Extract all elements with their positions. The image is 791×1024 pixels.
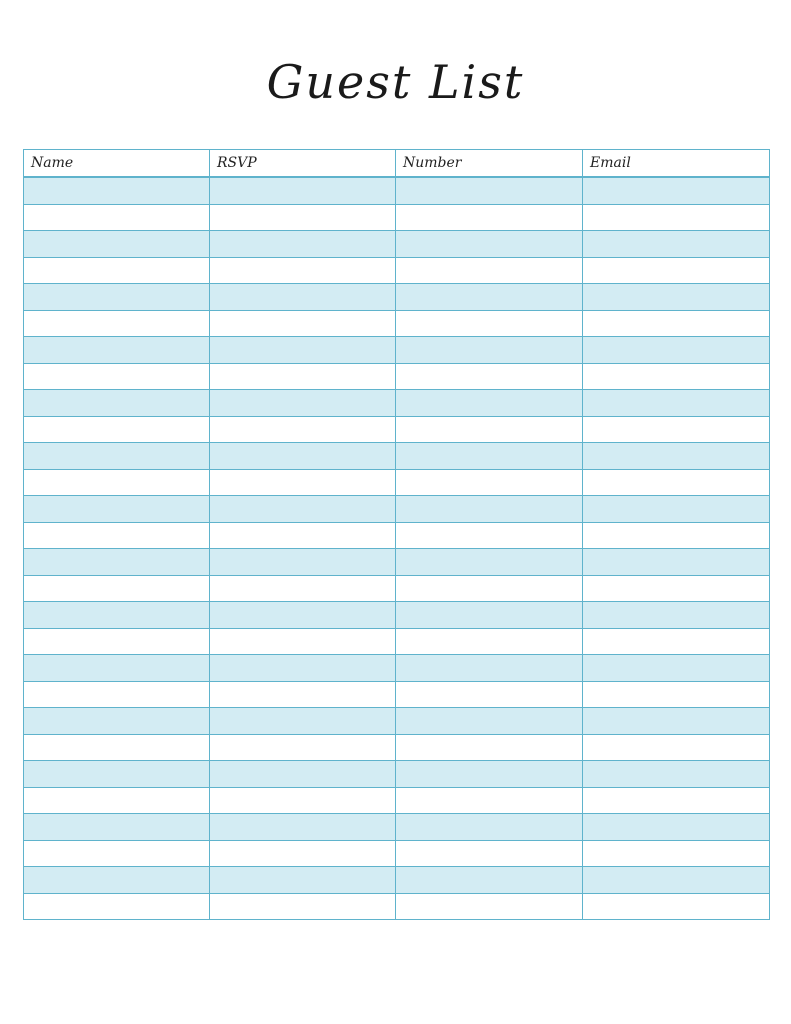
cell-email[interactable] [583, 496, 770, 523]
table-row [24, 708, 770, 735]
cell-name[interactable] [24, 549, 210, 576]
cell-name[interactable] [24, 469, 210, 496]
table-row [24, 337, 770, 364]
cell-name[interactable] [24, 893, 210, 920]
cell-number[interactable] [396, 840, 583, 867]
cell-number[interactable] [396, 761, 583, 788]
cell-name[interactable] [24, 177, 210, 204]
page-title: Guest List [266, 55, 525, 109]
cell-name[interactable] [24, 522, 210, 549]
cell-email[interactable] [583, 363, 770, 390]
cell-email[interactable] [583, 416, 770, 443]
cell-name[interactable] [24, 628, 210, 655]
cell-rsvp[interactable] [210, 893, 396, 920]
table-body [24, 177, 770, 920]
table-row [24, 284, 770, 311]
table-row [24, 496, 770, 523]
cell-rsvp[interactable] [210, 337, 396, 364]
cell-rsvp[interactable] [210, 257, 396, 284]
cell-number[interactable] [396, 390, 583, 417]
table-row [24, 257, 770, 284]
table-row [24, 814, 770, 841]
cell-number[interactable] [396, 204, 583, 231]
cell-rsvp[interactable] [210, 443, 396, 470]
cell-name[interactable] [24, 416, 210, 443]
cell-name[interactable] [24, 787, 210, 814]
cell-email[interactable] [583, 177, 770, 204]
table-row [24, 522, 770, 549]
cell-email[interactable] [583, 761, 770, 788]
cell-email[interactable] [583, 575, 770, 602]
cell-number[interactable] [396, 708, 583, 735]
cell-name[interactable] [24, 761, 210, 788]
cell-name[interactable] [24, 602, 210, 629]
cell-rsvp[interactable] [210, 734, 396, 761]
cell-email[interactable] [583, 814, 770, 841]
cell-rsvp[interactable] [210, 496, 396, 523]
cell-number[interactable] [396, 867, 583, 894]
cell-email[interactable] [583, 337, 770, 364]
cell-number[interactable] [396, 337, 583, 364]
cell-rsvp[interactable] [210, 867, 396, 894]
cell-name[interactable] [24, 814, 210, 841]
cell-rsvp[interactable] [210, 177, 396, 204]
cell-rsvp[interactable] [210, 681, 396, 708]
cell-name[interactable] [24, 496, 210, 523]
table-row [24, 310, 770, 337]
cell-name[interactable] [24, 867, 210, 894]
cell-email[interactable] [583, 655, 770, 682]
cell-number[interactable] [396, 363, 583, 390]
cell-name[interactable] [24, 708, 210, 735]
table-row [24, 734, 770, 761]
cell-rsvp[interactable] [210, 469, 396, 496]
cell-name[interactable] [24, 231, 210, 258]
table-row [24, 443, 770, 470]
table-row [24, 787, 770, 814]
cell-email[interactable] [583, 390, 770, 417]
table-row [24, 761, 770, 788]
table-row [24, 602, 770, 629]
table-row [24, 177, 770, 204]
cell-email[interactable] [583, 310, 770, 337]
cell-rsvp[interactable] [210, 231, 396, 258]
cell-name[interactable] [24, 655, 210, 682]
cell-name[interactable] [24, 575, 210, 602]
cell-rsvp[interactable] [210, 814, 396, 841]
table-row [24, 416, 770, 443]
cell-email[interactable] [583, 867, 770, 894]
cell-rsvp[interactable] [210, 549, 396, 576]
guest-list-table [23, 149, 770, 920]
cell-number[interactable] [396, 893, 583, 920]
cell-number[interactable] [396, 257, 583, 284]
cell-rsvp[interactable] [210, 840, 396, 867]
cell-number[interactable] [396, 549, 583, 576]
cell-number[interactable] [396, 177, 583, 204]
table-row [24, 204, 770, 231]
cell-email[interactable] [583, 893, 770, 920]
table-row [24, 628, 770, 655]
cell-number[interactable] [396, 575, 583, 602]
cell-number[interactable] [396, 416, 583, 443]
cell-email[interactable] [583, 257, 770, 284]
cell-number[interactable] [396, 655, 583, 682]
cell-number[interactable] [396, 496, 583, 523]
header-row [24, 150, 770, 178]
cell-email[interactable] [583, 628, 770, 655]
cell-rsvp[interactable] [210, 761, 396, 788]
cell-email[interactable] [583, 284, 770, 311]
column-header-rsvp: RSVP [210, 150, 396, 178]
cell-number[interactable] [396, 522, 583, 549]
cell-number[interactable] [396, 602, 583, 629]
cell-rsvp[interactable] [210, 655, 396, 682]
cell-name[interactable] [24, 204, 210, 231]
cell-name[interactable] [24, 284, 210, 311]
cell-email[interactable] [583, 204, 770, 231]
cell-email[interactable] [583, 602, 770, 629]
cell-name[interactable] [24, 734, 210, 761]
cell-rsvp[interactable] [210, 522, 396, 549]
cell-name[interactable] [24, 443, 210, 470]
cell-rsvp[interactable] [210, 310, 396, 337]
cell-email[interactable] [583, 549, 770, 576]
cell-name[interactable] [24, 681, 210, 708]
table-row [24, 469, 770, 496]
cell-number[interactable] [396, 284, 583, 311]
cell-email[interactable] [583, 443, 770, 470]
cell-name[interactable] [24, 337, 210, 364]
cell-rsvp[interactable] [210, 204, 396, 231]
cell-rsvp[interactable] [210, 363, 396, 390]
cell-rsvp[interactable] [210, 708, 396, 735]
cell-rsvp[interactable] [210, 628, 396, 655]
cell-name[interactable] [24, 840, 210, 867]
column-header-name: Name [24, 150, 210, 178]
cell-rsvp[interactable] [210, 787, 396, 814]
cell-email[interactable] [583, 469, 770, 496]
cell-rsvp[interactable] [210, 390, 396, 417]
cell-number[interactable] [396, 814, 583, 841]
table-row [24, 893, 770, 920]
table-row [24, 575, 770, 602]
cell-number[interactable] [396, 734, 583, 761]
cell-email[interactable] [583, 734, 770, 761]
cell-number[interactable] [396, 469, 583, 496]
cell-email[interactable] [583, 787, 770, 814]
cell-email[interactable] [583, 681, 770, 708]
cell-rsvp[interactable] [210, 602, 396, 629]
table-row [24, 681, 770, 708]
cell-rsvp[interactable] [210, 416, 396, 443]
table-row [24, 363, 770, 390]
cell-name[interactable] [24, 310, 210, 337]
cell-email[interactable] [583, 231, 770, 258]
table-row [24, 655, 770, 682]
cell-number[interactable] [396, 787, 583, 814]
cell-name[interactable] [24, 257, 210, 284]
column-header-number: Number [396, 150, 583, 178]
column-header-email: Email [583, 150, 770, 178]
cell-number[interactable] [396, 443, 583, 470]
cell-number[interactable] [396, 310, 583, 337]
cell-number[interactable] [396, 681, 583, 708]
table-row [24, 231, 770, 258]
cell-name[interactable] [24, 390, 210, 417]
cell-number[interactable] [396, 231, 583, 258]
cell-email[interactable] [583, 522, 770, 549]
cell-email[interactable] [583, 840, 770, 867]
cell-name[interactable] [24, 363, 210, 390]
table-row [24, 390, 770, 417]
table-row [24, 867, 770, 894]
table-row [24, 549, 770, 576]
cell-rsvp[interactable] [210, 575, 396, 602]
cell-email[interactable] [583, 708, 770, 735]
cell-rsvp[interactable] [210, 284, 396, 311]
cell-number[interactable] [396, 628, 583, 655]
table-row [24, 840, 770, 867]
